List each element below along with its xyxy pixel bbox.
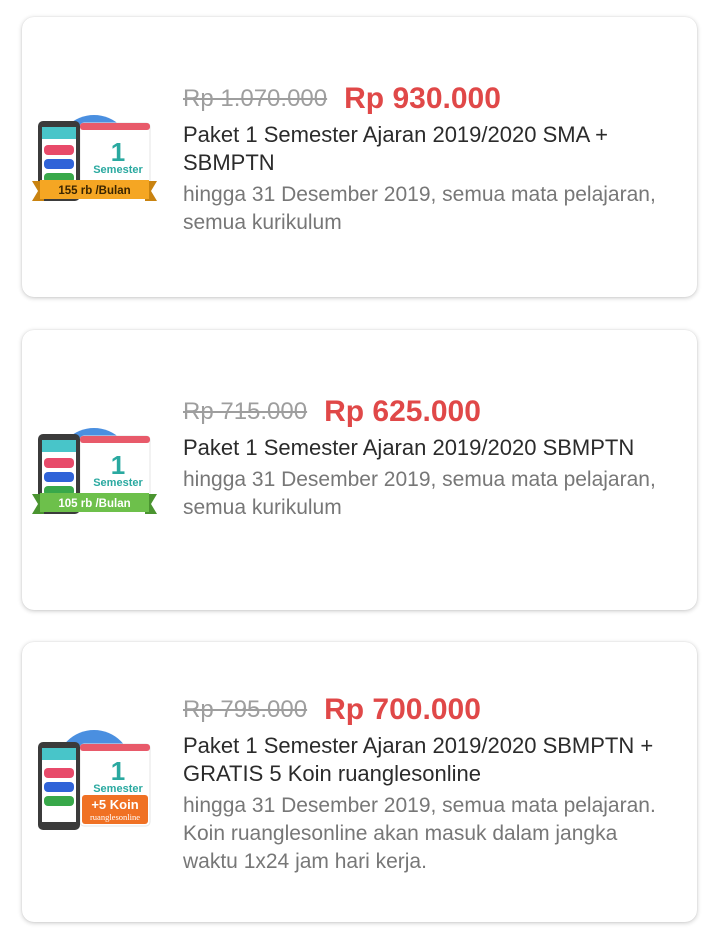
semester-package-icon xyxy=(32,97,157,222)
original-price: Rp 795.000 xyxy=(183,696,308,723)
svg-text:Semester: Semester xyxy=(93,783,143,795)
svg-text:Semester: Semester xyxy=(93,164,143,176)
svg-text:ruanglesonline: ruanglesonline xyxy=(89,812,141,822)
package-title: Paket 1 Semester Ajaran 2019/2020 SMA + SBMPTN xyxy=(183,122,608,175)
original-price: Rp 715.000 xyxy=(183,398,308,425)
price-row xyxy=(183,690,677,730)
discount-price: Rp 625.000 xyxy=(324,395,481,428)
price-row xyxy=(183,79,677,119)
svg-text:155 rb /Bulan: 155 rb /Bulan xyxy=(58,185,131,197)
package-title: Paket 1 Semester Ajaran 2019/2020 SBMPTN xyxy=(183,435,635,460)
original-price: Rp 1.070.000 xyxy=(183,85,328,112)
svg-text:+5 Koin: +5 Koin xyxy=(91,797,139,812)
package-description: hingga 31 Desember 2019, semua mata pelajaran, semua kurikulum xyxy=(183,468,656,519)
package-description: hingga 31 Desember 2019, semua mata pelajaran, semua kurikulum xyxy=(183,183,656,234)
package-description: hingga 31 Desember 2019, semua mata pelajaran. Koin ruanglesonline akan masuk dalam jangka waktu 1x24 jam hari kerja. xyxy=(183,794,656,873)
package-card-2[interactable] xyxy=(22,330,697,610)
price-row xyxy=(183,392,677,432)
svg-text:Semester: Semester xyxy=(93,477,143,489)
discount-price: Rp 930.000 xyxy=(344,82,501,115)
package-card-3[interactable] xyxy=(22,642,697,922)
svg-text:1: 1 xyxy=(110,450,126,480)
svg-text:1: 1 xyxy=(110,137,126,167)
discount-price: Rp 700.000 xyxy=(324,693,481,726)
svg-text:105 rb /Bulan: 105 rb /Bulan xyxy=(58,498,131,510)
package-card-1[interactable] xyxy=(22,17,697,297)
svg-text:1: 1 xyxy=(110,756,126,786)
semester-package-icon xyxy=(32,410,157,535)
package-title: Paket 1 Semester Ajaran 2019/2020 SBMPTN + GRATIS 5 Koin ruanglesonline xyxy=(183,733,654,786)
semester-package-icon xyxy=(32,720,157,845)
